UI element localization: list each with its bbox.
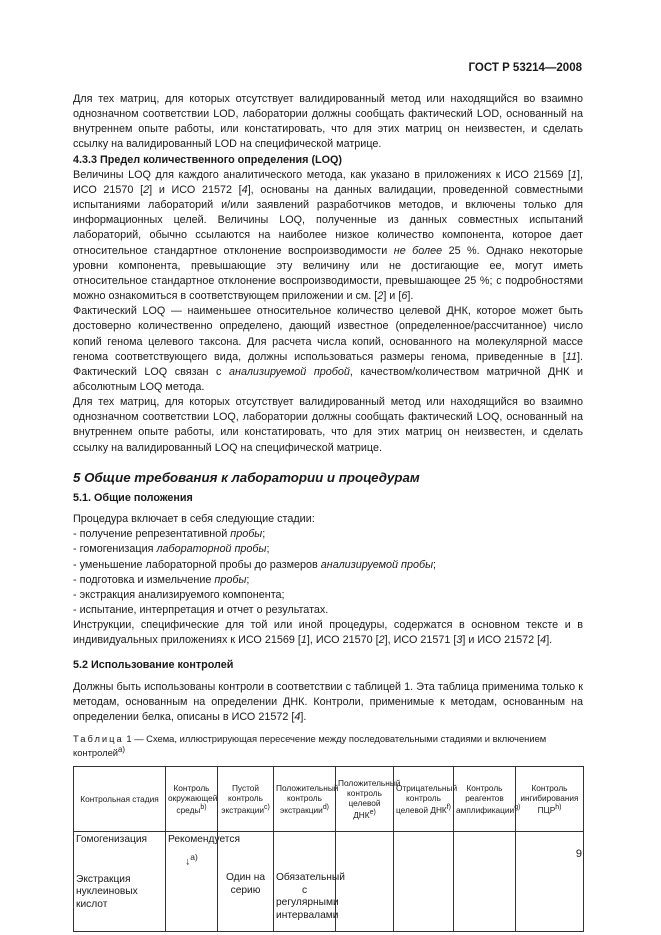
list-item: - подготовка и измельчение пробы; — [73, 573, 250, 586]
subsection-52-title: 5.2 Использование контролей — [73, 659, 234, 672]
list-item: - получение репрезентативной пробы; — [73, 528, 266, 541]
paragraph-controls: Должны быть использованы контроли в соответствии с таблицей 1. Эта таблица применима только к методам, основанным на определении ДНК. Контроли, применимые к методам, основанным на определении белка, описаны в ИСО 21572 [4]. — [73, 680, 583, 723]
list-item: - уменьшение лабораторной пробы до размеров анализируемой пробы; — [73, 558, 437, 571]
table-cell — [394, 832, 454, 932]
paragraph-instructions: Инструкции, специфические для той или иной процедуры, содержатся в основном тексте и в индивидуальных приложениях к ИСО 21569 [1], ИСО 21570 [2], ИСО 21571 [3] и ИСО 21572 [4]. — [73, 619, 583, 647]
list-item: - гомогенизация лабораторной пробы; — [73, 543, 270, 556]
table-row — [74, 832, 584, 932]
page-content — [73, 92, 583, 932]
table-header-cell: Отрицательный контроль целевой ДНК$^{f)}$ — [394, 767, 454, 832]
table-header-cell: Контрольная стадия — [74, 767, 166, 832]
document-id: ГОСТ Р 53214—2008 — [468, 62, 582, 74]
paragraph-loq-values: Величины LOQ для каждого аналитического метода, как указано в приложениях к ИСО 21569 [1], ИСО 21570 [2] и ИСО 21572 [4], основаны на данных валидации, проведенной совместными испытаниями лабораторий и/или заявлений разработчиков методов, и включены только для информационных целей. Величины LOQ, полученные из данных совместных испытаний лабораторий, обычно ссылаются на наиболее низкое количество компонента, которое дает относительное стандартное отклонение воспроизводимости не более 25 %. Однако некоторые уровни компонента, превышающие эту величину или не достигающие ее, могут иметь относительное стандартное отклонение воспроизводимости, превышающее 25 %; с подробностями можно ознакомиться в соответствующем приложении и см. [2] и [6]. — [73, 168, 583, 303]
table-header-cell: Контроль реагентов амплификации$^{g)}$ — [454, 767, 516, 832]
table-cell — [516, 832, 584, 932]
table-cell-environment: Рекомендуется ↓$^{a)}$ — [166, 832, 218, 932]
table-header-cell: Пустой контроль экстракции$^{c)}$ — [218, 767, 274, 832]
table-cell-positive-extraction: Обязательный с регулярными интервалами — [274, 832, 336, 932]
table-cell — [454, 832, 516, 932]
table-cell-stage: Гомогенизация Экстракция нуклеиновых кислот — [74, 832, 166, 932]
controls-table — [73, 766, 584, 932]
paragraph-actual-loq: Фактический LOQ — наименьшее относительное количество целевой ДНК, которое может быть достоверно количественно определено, дающий известное (определенное/рассчитанное) число копий генома целевого таксона. Для расчета числа копий, основанного на молекулярной массе генома соответствующего вида, должны использоваться размеры генома, приведенные в [11]. Фактический LOQ связан с анализируемой пробой, качеством/количеством матричной ДНК и абсолютным LOQ метода. — [73, 305, 583, 393]
paragraph-loq-matrices: Для тех матриц, для которых отсутствует валидированный метод или находящийся во взаимно однозначном соответствии LOQ, лаборатории должны сообщать фактический LOQ, основанный на внутреннем опыте работы, или констатировать, что для этих матриц он неизвестен, и сделать ссылку на валидированный LOQ на специфической матрице. — [73, 396, 583, 454]
paragraph-lod-matrices — [73, 92, 583, 153]
paragraph-text: Для тех матриц, для которых отсутствует валидированный метод или находящийся во взаимно однозначном соответствии LOD, лаборатории должны сообщать фактический LOD, основанный на внутреннем опыте работы, или констатировать, что для этих матриц он неизвестен, и сделать ссылку на валидированный LOD на специфической матрице. — [73, 93, 583, 151]
table-header-row — [74, 767, 584, 832]
procedure-list — [73, 527, 583, 618]
subsection-51-title: 5.1. Общие положения — [73, 491, 193, 504]
table-header-cell: Контроль ингибирования ПЦР$^{h)}$ — [516, 767, 584, 832]
section-5-title: 5 Общие требования к лаборатории и процедурам — [73, 469, 420, 485]
procedure-intro: Процедура включает в себя следующие стадии: — [73, 513, 315, 526]
table-caption: Таблица 1 — Схема, иллюстрирующая пересечение между последовательными стадиями и включением контролей$^{a)}$ — [73, 733, 547, 759]
page-number: 9 — [575, 848, 582, 860]
table-header-cell: Положительный контроль целевой ДНК$^{e)}$ — [336, 767, 394, 832]
table-cell-blank-extraction: Один на серию — [218, 832, 274, 932]
list-item: - испытание, интерпретация и отчет о результатах. — [73, 604, 329, 616]
subsection-433-title: 4.3.3 Предел количественного определения (LOQ) — [73, 153, 343, 166]
table-header-cell: Положительный контроль экстракции$^{d)}$ — [274, 767, 336, 832]
table-header-cell: Контроль окружающей среды$^{b)}$ — [166, 767, 218, 832]
list-item: - экстракция анализируемого компонента; — [73, 588, 285, 601]
